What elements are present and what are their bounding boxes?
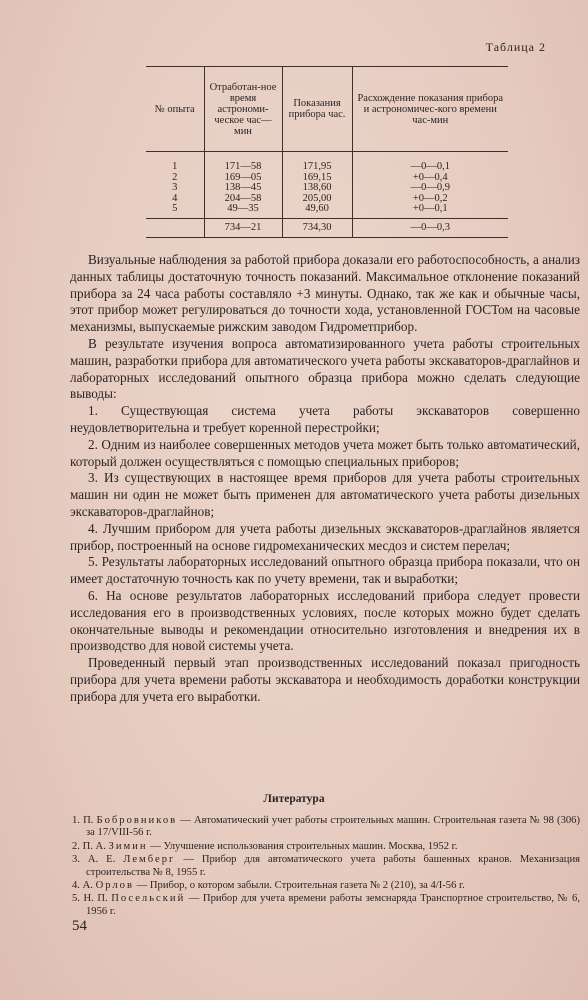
- conclusion-item: 1. Существующая система учета работы экскаваторов совершенно неудовлетворительна и требует коренной перестройки;: [70, 403, 580, 435]
- table-row: [146, 204, 508, 218]
- table-cell: 2: [172, 171, 178, 183]
- table-cell: 138—45: [204, 183, 282, 194]
- reference-text: — Прибор, о котором забыли. Строительная газета № 2 (210), за 4/I-56 г.: [136, 880, 465, 892]
- reference-text: — Прибор для автоматического учета работы башенных кранов. Механизация строительства № 8, 1955 г.: [86, 854, 580, 878]
- reference-author: Зимин: [108, 840, 148, 852]
- table-row: [146, 152, 508, 173]
- reference-item: [72, 841, 580, 853]
- table-cell: 169—05: [204, 173, 282, 184]
- reference-author: Лемберг: [123, 854, 176, 866]
- paragraph: В результате изучения вопроса автоматизированного учета работы строительных машин, разработки прибора для автоматического учета работы экскаваторов-драглайнов и лабораторных исследований опытного образца прибора можно сделать следующие выводы:: [70, 335, 580, 402]
- reference-number: 2.: [72, 840, 80, 852]
- reference-item: [72, 815, 580, 840]
- references-list: [72, 815, 580, 919]
- reference-number: 1.: [72, 815, 80, 826]
- reference-author: Орлов: [95, 880, 134, 892]
- table-cell: 4: [172, 192, 178, 204]
- table-cell: [146, 218, 204, 238]
- header-experiment-number: № опыта: [146, 67, 204, 152]
- reference-initials: Н. П.: [83, 893, 108, 905]
- results-table: [146, 66, 508, 238]
- table-cell: 171,95: [282, 152, 352, 173]
- reference-text: — Улучшение использования строительных машин. Москва, 1952 г.: [150, 840, 458, 852]
- table-cell: 734—21: [204, 218, 282, 238]
- table-cell: +0—0,2: [352, 194, 508, 205]
- reference-initials: П. А.: [82, 840, 106, 852]
- table-header-row: [146, 67, 508, 152]
- table-cell: +0—0,1: [352, 204, 508, 218]
- conclusion-item: 3. Из существующих в настоящее время приборов для учета работы строительных машин ни один не может быть применен для автоматического учета работы дизельных экскаваторов-драглайнов;: [70, 470, 580, 519]
- conclusion-item: 4. Лучшим прибором для учета работы дизельных экскаваторов-драглайнов является прибор, построенный на основе гидромеханических месдоз и систем перелач;: [70, 520, 580, 553]
- table-cell: 204—58: [204, 194, 282, 205]
- header-astronomical-time: Отработан-ное время астрономи-ческое час—мин: [204, 67, 282, 152]
- references-title: Литература: [263, 793, 325, 805]
- body-text: [70, 252, 580, 706]
- conclusion-item: 2. Одним из наиболее совершенных методов учета может быть только автоматический, который должен осуществляться с помощью специальных приборов;: [70, 436, 580, 469]
- table-caption: Таблица 2: [485, 40, 546, 54]
- table-cell: —0—0,9: [352, 183, 508, 194]
- reference-text: — Автоматический учет работы строительных машин. Строительная газета № 98 (306) за 17/VIII-56 г.: [86, 815, 580, 839]
- table-row: [146, 183, 508, 194]
- table-cell: 169,15: [282, 173, 352, 184]
- table-cell: 49,60: [282, 204, 352, 218]
- paragraph: Визуальные наблюдения за работой прибора доказали его работоспособность, а анализ данных таблицы достаточную точность показаний. Максимальное отклонение показаний прибора за 24 часа работы составляло +3 минуты. Однако, так же как и обычные часы, этот прибор может регулироваться до точности хода, установленной ГОСТом на часовые механизмы, выпускаемые рижским заводом Гидрометприбор.: [70, 252, 580, 335]
- reference-number: 4.: [72, 880, 80, 892]
- reference-author: Бобровников: [96, 815, 178, 826]
- reference-item: [72, 854, 580, 879]
- table-cell: 734,30: [282, 218, 352, 238]
- table-cell: 49—35: [204, 204, 282, 218]
- reference-initials: А. Е.: [87, 854, 116, 866]
- table-cell: 171—58: [204, 152, 282, 173]
- reference-initials: П.: [83, 815, 94, 826]
- table-cell: 5: [172, 203, 178, 214]
- reference-item: [72, 880, 580, 892]
- reference-initials: А.: [82, 880, 93, 892]
- table-cell: 205,00: [282, 194, 352, 205]
- page-number: 54: [72, 918, 87, 934]
- table-cell: 138,60: [282, 183, 352, 194]
- paragraph: Проведенный первый этап производственных исследований показал пригодность прибора для учета времени работы экскаватора и необходимость доработки конструкции прибора для учета его выработки.: [70, 655, 580, 704]
- table-cell: +0—0,4: [352, 173, 508, 184]
- reference-author: Посельский: [111, 893, 186, 905]
- conclusion-item: 6. На основе результатов лабораторных исследований прибора следует провести исследования его в производственных условиях, после которых можно будет сделать окончательные выводы и рекомендации относительно изготовления и внедрения их в производство для новой системы учета.: [70, 587, 580, 654]
- table-total-row: [146, 218, 508, 238]
- table-cell: —0—0,3: [352, 218, 508, 238]
- header-device-reading: Показания прибора час.: [282, 67, 352, 152]
- reference-item: [72, 893, 580, 918]
- header-discrepancy: Расхождение показания прибора и астрономичес-кого времени час-мин: [352, 67, 508, 152]
- table-cell: —0—0,1: [352, 152, 508, 173]
- reference-text: — Прибор для учета времени работы земснаряда Транспортное строительство, № 6, 1956 г.: [86, 893, 580, 917]
- table-cell: 1: [172, 161, 178, 172]
- table-cell: 3: [172, 182, 178, 193]
- conclusion-item: 5. Результаты лабораторных исследований опытного образца прибора показали, что он имеет достаточную точность как по учету времени, так и выработки;: [70, 554, 580, 587]
- reference-number: 3.: [72, 854, 80, 866]
- reference-number: 5.: [72, 893, 80, 905]
